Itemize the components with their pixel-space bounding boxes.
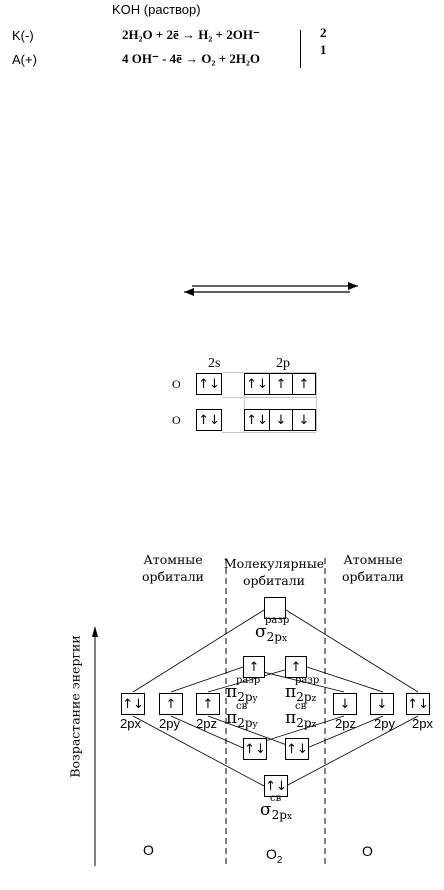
row-atom-label: O bbox=[172, 413, 181, 427]
right-ao-2py-label: 2py bbox=[374, 716, 395, 731]
sigma-bonding-box: ↑↓ bbox=[264, 775, 288, 797]
anode-reaction: 4 OH⁻ - 4ē → O₂ + 2H₂O bbox=[122, 51, 260, 66]
row-atom-label: O bbox=[172, 377, 181, 391]
mo-superscript: разр bbox=[265, 615, 290, 626]
mo-symbol: σ bbox=[260, 800, 272, 820]
cathode-label: K(-) bbox=[12, 28, 34, 43]
header-line: орбитали bbox=[341, 569, 405, 584]
mo-subscript: 2p bbox=[296, 690, 312, 704]
right-ao-2px-box: ↑↓ bbox=[406, 693, 430, 715]
header-line: Молекулярные bbox=[223, 556, 325, 571]
anode-label: A(+) bbox=[12, 52, 37, 67]
right-ao-2pz-box: ↓ bbox=[333, 693, 357, 715]
molecule-symbol: O bbox=[266, 846, 277, 862]
mo-subsubscript: x bbox=[286, 812, 293, 822]
orbital-2p-cell: ↓ bbox=[292, 409, 316, 431]
mo-subsubscript: z bbox=[311, 720, 317, 730]
left-ao-2py-label: 2py bbox=[159, 716, 180, 731]
left-ao-2py-box: ↑ bbox=[159, 693, 183, 715]
mo-subscript: 2p bbox=[266, 630, 282, 644]
orbital-2p-cell: ↑↓ bbox=[244, 409, 270, 431]
pi-y-bonding-label bbox=[226, 701, 258, 730]
molecule-subscript: 2 bbox=[276, 854, 283, 866]
cathode-coefficient: 2 bbox=[320, 25, 327, 40]
header-line: орбитали bbox=[242, 573, 306, 588]
mo-subscript: 2p bbox=[296, 716, 312, 730]
mo-superscript: св bbox=[236, 701, 248, 712]
pi-y-bonding-box: ↑↓ bbox=[243, 738, 267, 760]
sigma-bonding-label bbox=[260, 793, 293, 822]
right-ao-2pz-label: 2pz bbox=[335, 716, 356, 731]
equation-header: KOH (раствор) bbox=[112, 2, 201, 17]
header-line: орбитали bbox=[141, 569, 205, 584]
pi-y-antibonding-label bbox=[226, 675, 261, 704]
mo-symbol: σ bbox=[255, 622, 267, 642]
mo-symbol: π bbox=[226, 708, 238, 728]
right-ao-2px-label: 2px bbox=[412, 716, 433, 731]
orbital-2s-cell: ↑↓ bbox=[196, 409, 222, 431]
mo-subsubscript: z bbox=[311, 694, 317, 704]
bottom-label-molecule bbox=[266, 846, 282, 866]
orbital-2p-cell: ↑ bbox=[292, 373, 316, 395]
cathode-reaction: 2H₂O + 2ē → H₂ + 2OH⁻ bbox=[122, 27, 260, 42]
left-ao-2pz-label: 2pz bbox=[196, 716, 217, 731]
mo-subscript: 2p bbox=[237, 690, 253, 704]
bottom-label-left-atom: O bbox=[143, 842, 154, 858]
mo-superscript: разр bbox=[236, 675, 261, 686]
mo-superscript: св bbox=[295, 701, 307, 712]
pi-z-antibonding-box: ↑ bbox=[285, 656, 307, 678]
left-ao-2px-label: 2px bbox=[120, 716, 141, 731]
left-ao-2px-box: ↑↓ bbox=[121, 693, 145, 715]
orbital-2p-cell: ↓ bbox=[269, 409, 293, 431]
orbital-2p-cell: ↑ bbox=[269, 373, 293, 395]
mo-subscript: 2p bbox=[271, 808, 287, 822]
pi-y-antibonding-box: ↑ bbox=[243, 656, 265, 678]
bottom-label-right-atom: O bbox=[362, 843, 373, 859]
energy-axis-arrowhead bbox=[92, 626, 98, 637]
pi-z-bonding-box: ↑↓ bbox=[285, 738, 309, 760]
mo-symbol: π bbox=[285, 708, 297, 728]
mo-subscript: 2p bbox=[237, 716, 253, 730]
orbital-2p-cell: ↑↓ bbox=[244, 373, 270, 395]
sigma-antibonding-label bbox=[255, 615, 290, 644]
pi-z-antibonding-label bbox=[285, 675, 320, 704]
mo-superscript: св bbox=[270, 793, 282, 804]
header-line: Атомные bbox=[343, 552, 403, 567]
energy-axis-label: Возрастание энергии bbox=[67, 635, 83, 778]
mo-subsubscript: x bbox=[281, 634, 288, 644]
left-ao-2pz-box: ↑ bbox=[196, 693, 220, 715]
column-2s-label: 2s bbox=[208, 356, 221, 371]
right-ao-2py-box: ↓ bbox=[370, 693, 394, 715]
mo-subsubscript: y bbox=[252, 720, 258, 730]
mo-subsubscript: y bbox=[252, 694, 258, 704]
column-2p-label: 2p bbox=[276, 356, 290, 371]
mo-symbol: π bbox=[285, 682, 297, 702]
mo-superscript: разр bbox=[295, 675, 320, 686]
header-line: Атомные bbox=[143, 552, 203, 567]
pi-z-bonding-label bbox=[285, 701, 317, 730]
anode-coefficient: 1 bbox=[320, 42, 327, 57]
mo-symbol: π bbox=[226, 682, 238, 702]
orbital-2s-cell: ↑↓ bbox=[196, 373, 222, 395]
